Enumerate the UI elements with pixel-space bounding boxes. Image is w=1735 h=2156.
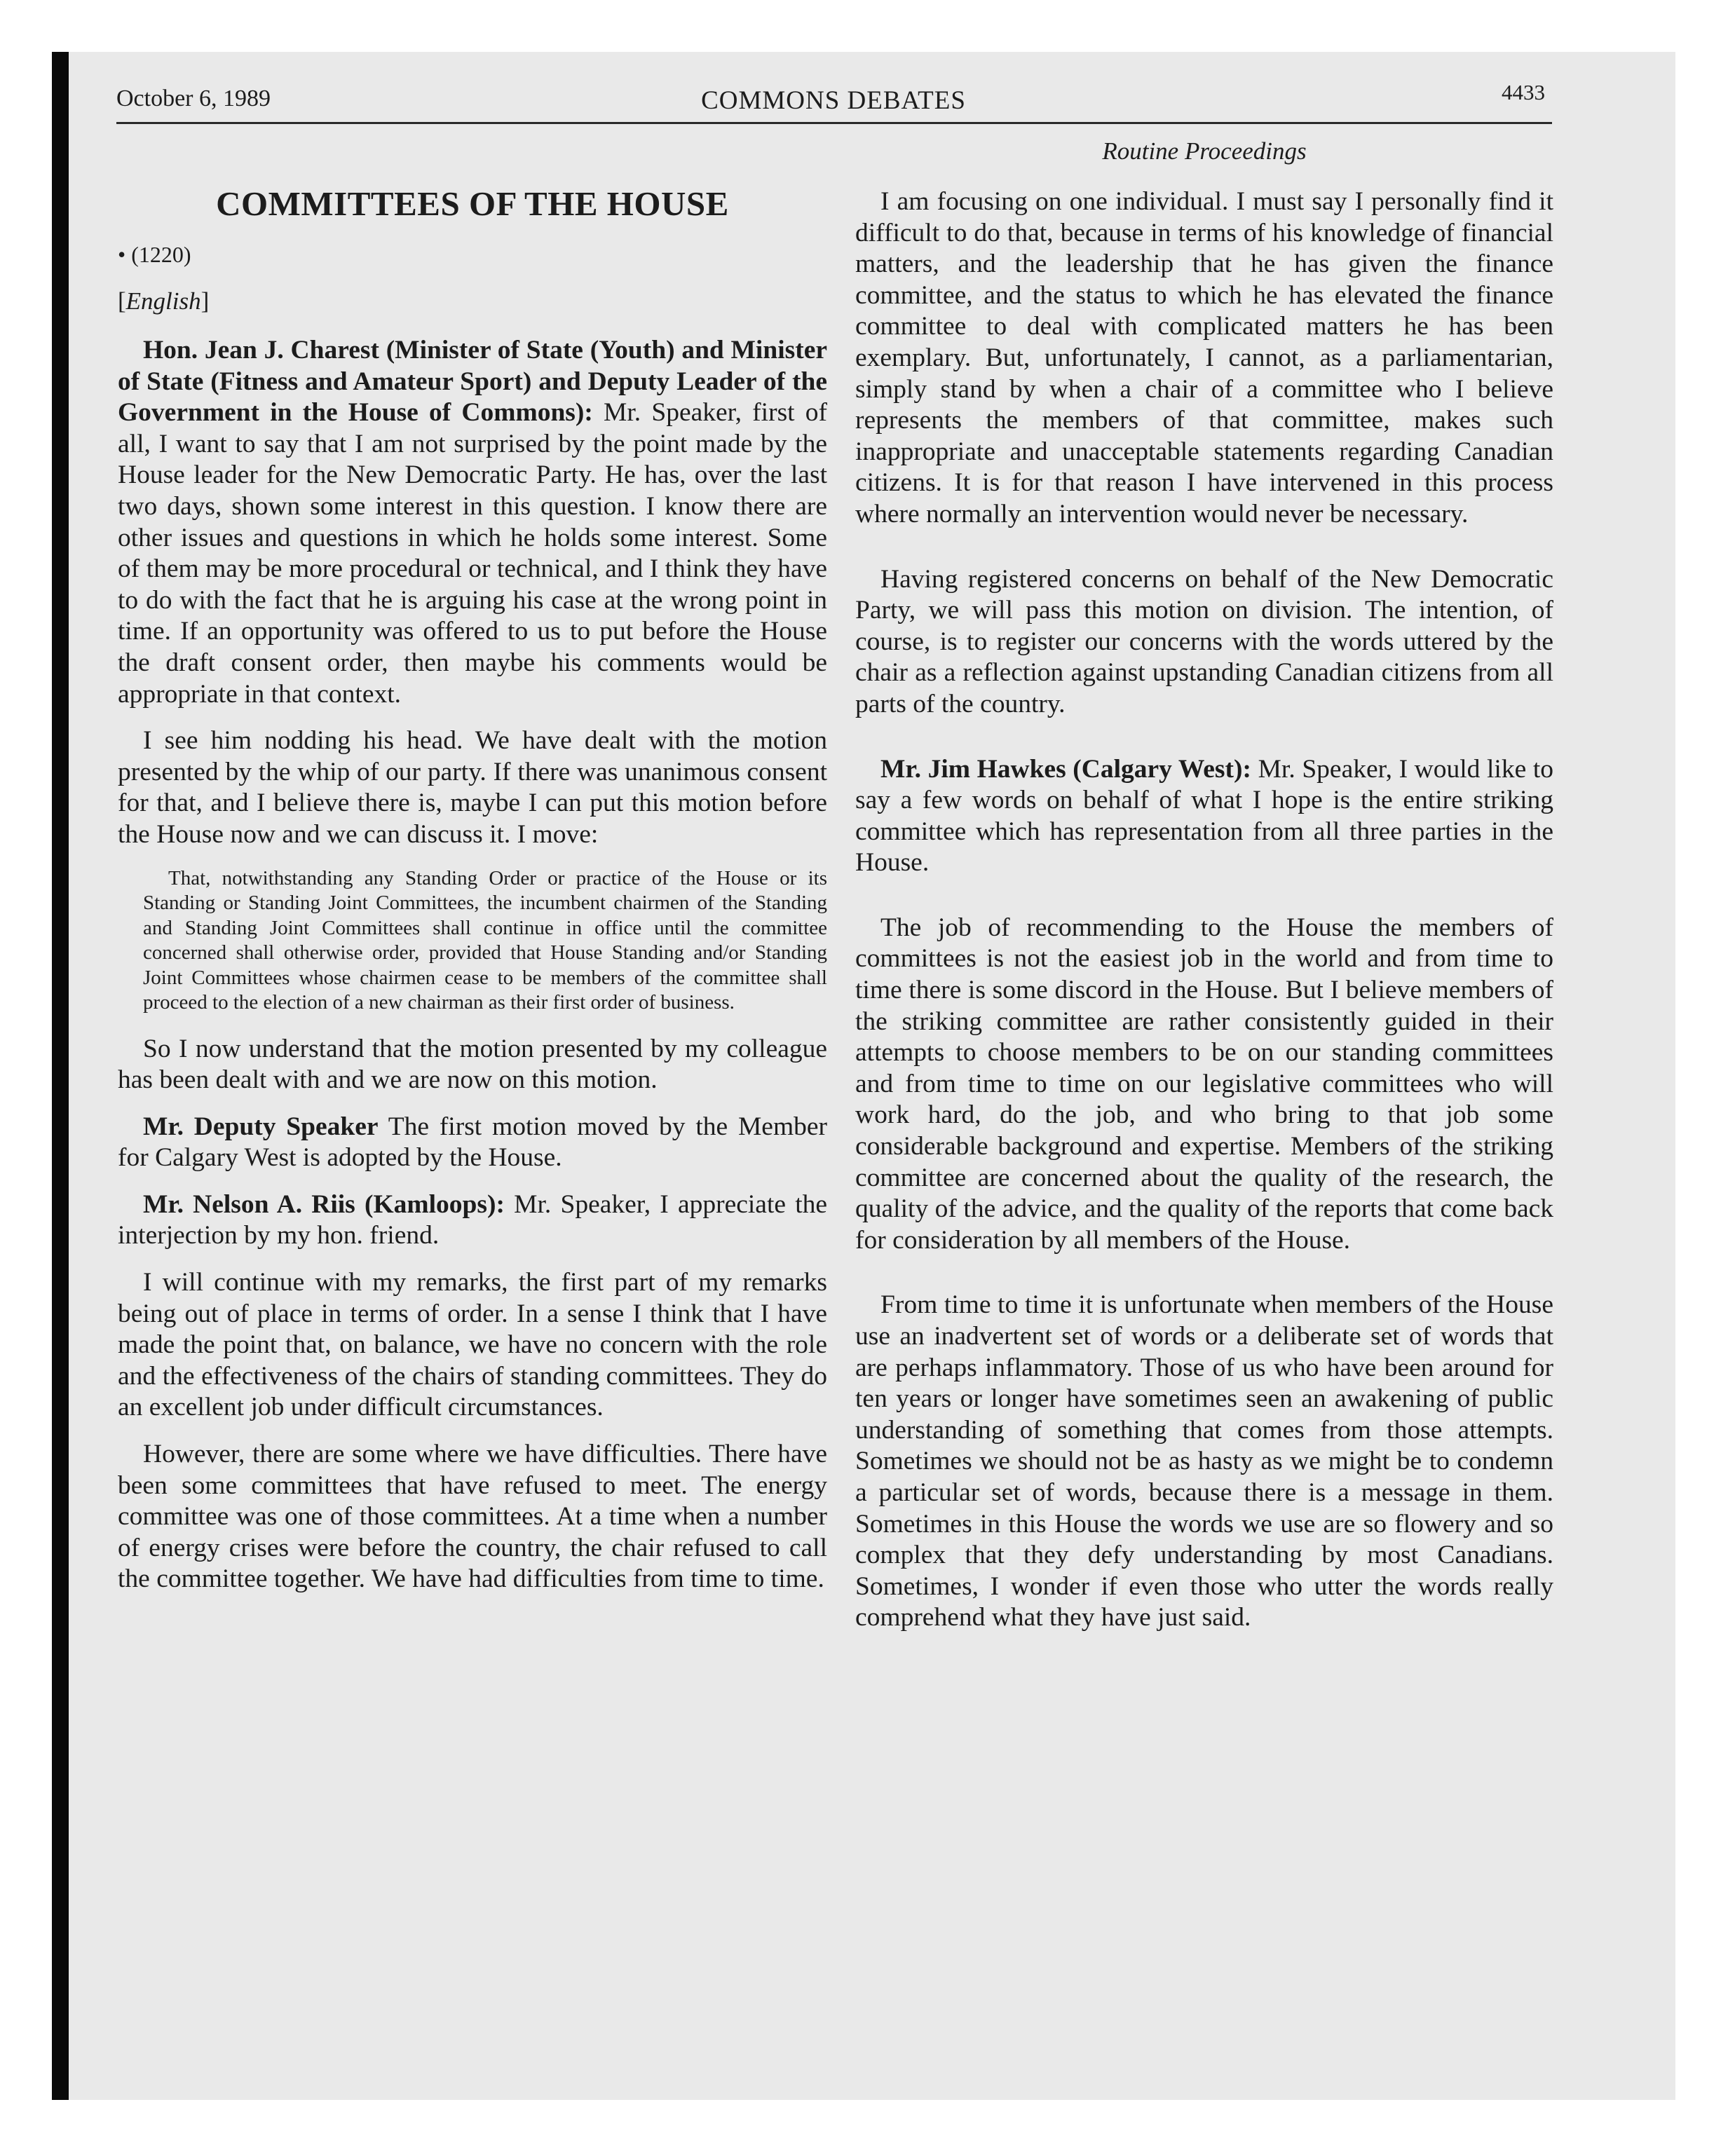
speaker-name: Mr. Nelson A. Riis (Kamloops): [143, 1189, 505, 1219]
paragraph-text: So I now understand that the motion presented by my colleague has been dealt with and we are now on this motion. [118, 1034, 827, 1095]
paragraph [118, 335, 827, 710]
paragraph [118, 725, 827, 850]
binding-shadow [52, 52, 69, 2100]
paragraph [118, 1439, 827, 1595]
paragraph-text: Having registered concerns on behalf of the New Democratic Party, we will pass this motion on division. The intention, of course, is to register our concerns with the words uttered by the chair as a reflection against upstanding Canadian citizens from all parts of the country. [855, 564, 1553, 718]
running-head: Routine Proceedings [1102, 137, 1307, 165]
paragraph-text: I see him nodding his head. We have dealt with the motion presented by the whip of our party. If there was unanimous consent for that, and I believe there is, maybe I can put this motion before the House now and we can discuss it. I move: [118, 726, 827, 849]
paragraph [855, 913, 1553, 1257]
paragraph [855, 186, 1553, 531]
paragraph [118, 1267, 827, 1424]
language-note-text: English [125, 287, 201, 315]
right-column [855, 137, 1553, 1649]
bullet-icon: • [118, 242, 126, 267]
left-column [118, 137, 827, 1611]
paragraph [118, 1189, 827, 1252]
paragraph-text: The job of recommending to the House the members of committees is not the easiest job in the world and from time to time there is some discord in the House. But I believe members of the striking committee are rather consistently guided in their attempts to choose members to be on our standing committees and from time to time on our legislative committees who will work hard, do the job, and who bring to that job some considerable background and expertise. Members of the striking committee are concerned about the quality of the research, the quality of the advice, and the quality of the reports that come back for consideration by all members of the House. [855, 913, 1553, 1255]
timestamp-text: (1220) [131, 242, 191, 267]
close-bracket: ] [200, 287, 210, 315]
language-note [118, 287, 827, 315]
paragraph-text: Mr. Speaker, I appreciate the interjection by my hon. friend. [118, 1189, 828, 1250]
paragraph-text: Mr. Speaker, first of all, I want to say that I am not surprised by the point made by the House leader for the New Democratic Party. He has, over the last two days, shown some interest in this question. I know there are other issues and questions in which he holds some interest. Some of them may be more procedural or technical, and I think they have to do with the fact that he is arguing his case at the wrong point in time. If an opportunity was offered to us to put before the House the draft consent order, then maybe his comments would be appropriate in that context. [118, 398, 827, 709]
paragraph [118, 1034, 827, 1096]
paragraph-text: From time to time it is unfortunate when members of the House use an inadvertent set of words or a deliberate set of words that are perhaps inflammatory. Those of us who have been around for ten years or longer have sometimes seen an awakening of public understanding of something that comes from those attempts. Sometimes we should not be as hasty as we might be to condemn a particular set of words, because there is a message in them. Sometimes in this House the words we use are so flowery and so complex that they defy understanding by most Canadians. Sometimes, I wonder if even those who utter the words really comprehend what they have just said. [855, 1290, 1553, 1632]
paragraph-text: Mr. Speaker, I would like to say a few words on behalf of what I hope is the entire striking committee which has representation from all three parties in the House. [855, 754, 1554, 878]
header-date: October 6, 1989 [116, 86, 271, 111]
speaker-name: Mr. Deputy Speaker [143, 1112, 379, 1141]
paragraph [855, 1290, 1553, 1634]
header-title: COMMONS DEBATES [701, 86, 966, 115]
section-heading: COMMITTEES OF THE HOUSE [216, 184, 729, 223]
paragraph-text: The first motion moved by the Member for Calgary West is adopted by the House. [118, 1112, 827, 1173]
paragraph [118, 1112, 827, 1174]
paragraph [855, 754, 1553, 879]
open-bracket: [ [118, 287, 126, 315]
paragraph-text: I will continue with my remarks, the first part of my remarks being out of place in terms of order. In a sense I think that I have made the point that, on balance, we have no concern with the role and the effectiveness of the chairs of standing committees. They do an excellent job under difficult circumstances. [118, 1268, 827, 1422]
speaker-name: Hon. Jean J. Charest (Minister of State (Youth) and Minister of State (Fitness and Amateur Sport) and Deputy Leader of the Government in the House of Commons): [118, 336, 827, 428]
paragraph-text: However, there are some where we have difficulties. There have been some committees that have refused to meet. The energy committee was one of those committees. At a time when a number of energy crises were before the country, the chair refused to call the committee together. We have had difficulties from time to time. [118, 1440, 827, 1594]
motion-text: That, notwithstanding any Standing Order or practice of the House or its Standing or Standing Joint Committees, the incumbent chairmen of the Standing and Standing Joint Committees shall continue in office until the committee concerned shall otherwise order, provided that House Standing and/or Standing Joint Committees whose chairmen cease to be members of the committee shall proceed to the election of a new chairman as their first order of business. [143, 866, 827, 1014]
page-number: 4433 [1502, 80, 1545, 104]
page-header [116, 80, 1551, 121]
paragraph [855, 564, 1553, 721]
timestamp [118, 242, 827, 268]
speaker-name: Mr. Jim Hawkes (Calgary West): [880, 754, 1251, 784]
paragraph-text: I am focusing on one individual. I must say I personally find it difficult to do that, because in terms of his knowledge of financial matters, and the leadership that he has given the finance committee, and the status to which he has elevated the finance committee to deal with complicated matters he has been exemplary. But, unfortunately, I cannot, as a parliamentarian, simply stand by when a chair of a committee who I believe represents the members of that committee, makes such inappropriate and unacceptable statements regarding Canadian citizens. It is for that reason I have intervened in this process where normally an intervention would never be necessary. [855, 187, 1553, 528]
header-rule [116, 122, 1552, 124]
